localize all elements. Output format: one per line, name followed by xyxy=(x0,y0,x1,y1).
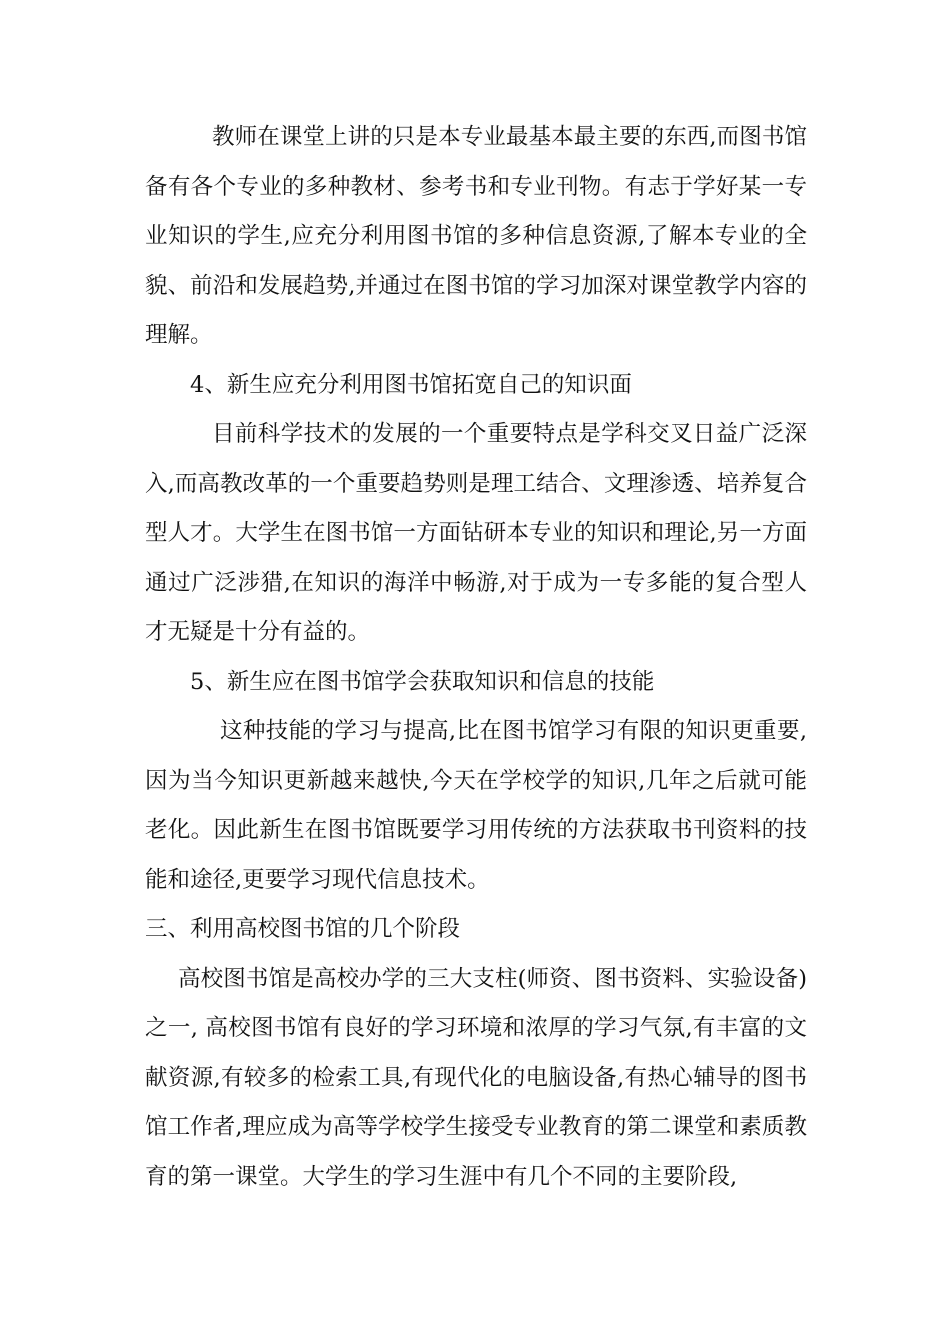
paragraph-interdisciplinary: 目前科学技术的发展的一个重要特点是学科交叉日益广泛深入,而高教改革的一个重要趋势则是理工结合、文理渗透、培养复合型人才。大学生在图书馆一方面钻研本专业的知识和理论,另一方面通过广泛涉猎,在知识的海洋中畅游,对于成为一专多能的复合型人才无疑是十分有益的。 xyxy=(145,421,807,645)
paragraph-library-resources: 教师在课堂上讲的只是本专业最基本最主要的东西,而图书馆备有各个专业的多种教材、参考书和专业刊物。有志于学好某一专业知识的学生,应充分利用图书馆的多种信息资源,了解本专业的全貌、前沿和发展趋势,并通过在图书馆的学习加深对课堂教学内容的理解。 xyxy=(145,124,807,348)
paragraph-information-skills: 这种技能的学习与提高,比在图书馆学习有限的知识更重要,因为当今知识更新越来越快,今天在学校学的知识,几年之后就可能老化。因此新生在图书馆既要学习用传统的方法获取书刊资料的技能和途径,更要学习现代信息技术。 xyxy=(145,718,807,893)
document-body xyxy=(145,113,807,1202)
paragraph-library-pillars: 高校图书馆是高校办学的三大支柱(师资、图书资料、实验设备)之一, 高校图书馆有良好的学习环境和浓厚的学习气氛,有丰富的文献资源,有较多的检索工具,有现代化的电脑设备,有热心辅导的图书馆工作者,理应成为高等学校学生接受专业教育的第二课堂和素质教育的第一课堂。大学生的学习生涯中有几个不同的主要阶段, xyxy=(145,965,807,1190)
heading-broaden-knowledge: 4、新生应充分利用图书馆拓宽自己的知识面 xyxy=(190,371,632,398)
heading-acquire-skills: 5、新生应在图书馆学会获取知识和信息的技能 xyxy=(190,668,655,695)
section-heading-stages: 三、利用高校图书馆的几个阶段 xyxy=(145,916,461,942)
